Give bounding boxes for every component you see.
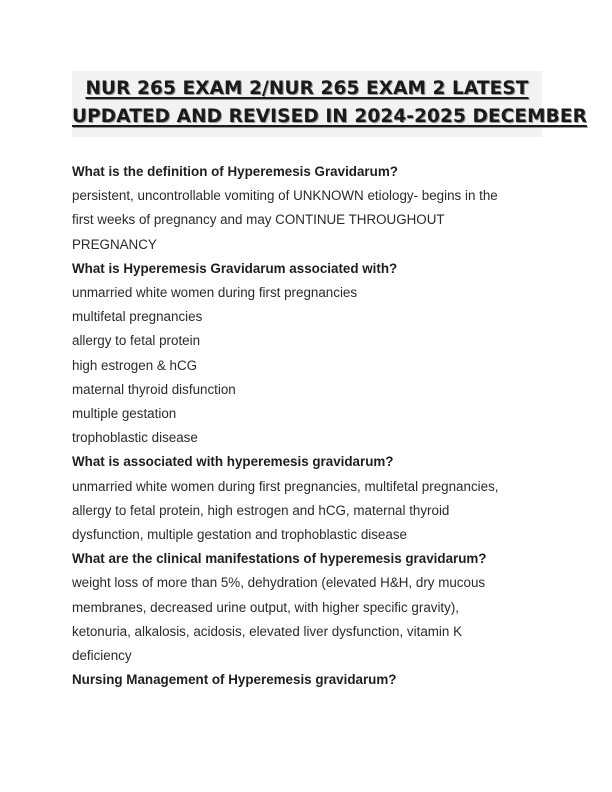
answer-text: ketonuria, alkalosis, acidosis, elevated liver dysfunction, vitamin K [72, 623, 463, 639]
answer-text: persistent, uncontrollable vomiting of UNKNOWN etiology- begins in the [72, 188, 498, 204]
answer-text: allergy to fetal protein [72, 333, 201, 349]
answer-text: unmarried white women during first pregnancies, multifetal pregnancies, [72, 478, 499, 494]
answer-text: multiple gestation [72, 406, 177, 422]
answer-text: membranes, decreased urine output, with higher specific gravity), [72, 599, 460, 615]
question-heading: What are the clinical manifestations of hyperemesis gravidarum? [72, 551, 487, 567]
answer-text: deficiency [72, 648, 132, 664]
answer-text: first weeks of pregnancy and may CONTINUE THROUGHOUT [72, 212, 445, 228]
question-heading: Nursing Management of Hyperemesis gravidarum? [72, 672, 397, 688]
question-heading: What is associated with hyperemesis gravidarum? [72, 454, 394, 470]
answer-text: high estrogen & hCG [72, 357, 198, 373]
document-title [72, 71, 587, 137]
document-body [72, 160, 542, 692]
answer-text: weight loss of more than 5%, dehydration (elevated H&H, dry mucous [72, 575, 486, 591]
title-line-2: UPDATED AND REVISED IN 2024-2025 DECEMBER [72, 106, 587, 127]
answer-text: allergy to fetal protein, high estrogen and hCG, maternal thyroid [72, 502, 450, 518]
answer-text: maternal thyroid disfunction [72, 381, 236, 397]
answer-text: multifetal pregnancies [72, 309, 203, 325]
answer-text: PREGNANCY [72, 236, 157, 252]
title-line-1: NUR 265 EXAM 2/NUR 265 EXAM 2 LATEST [85, 78, 529, 99]
question-heading: What is Hyperemesis Gravidarum associated with? [72, 260, 398, 276]
answer-text: dysfunction, multiple gestation and trophoblastic disease [72, 527, 407, 543]
answer-text: trophoblastic disease [72, 430, 198, 446]
answer-text: unmarried white women during first pregnancies [72, 285, 358, 301]
question-heading: What is the definition of Hyperemesis Gravidarum? [72, 164, 398, 179]
